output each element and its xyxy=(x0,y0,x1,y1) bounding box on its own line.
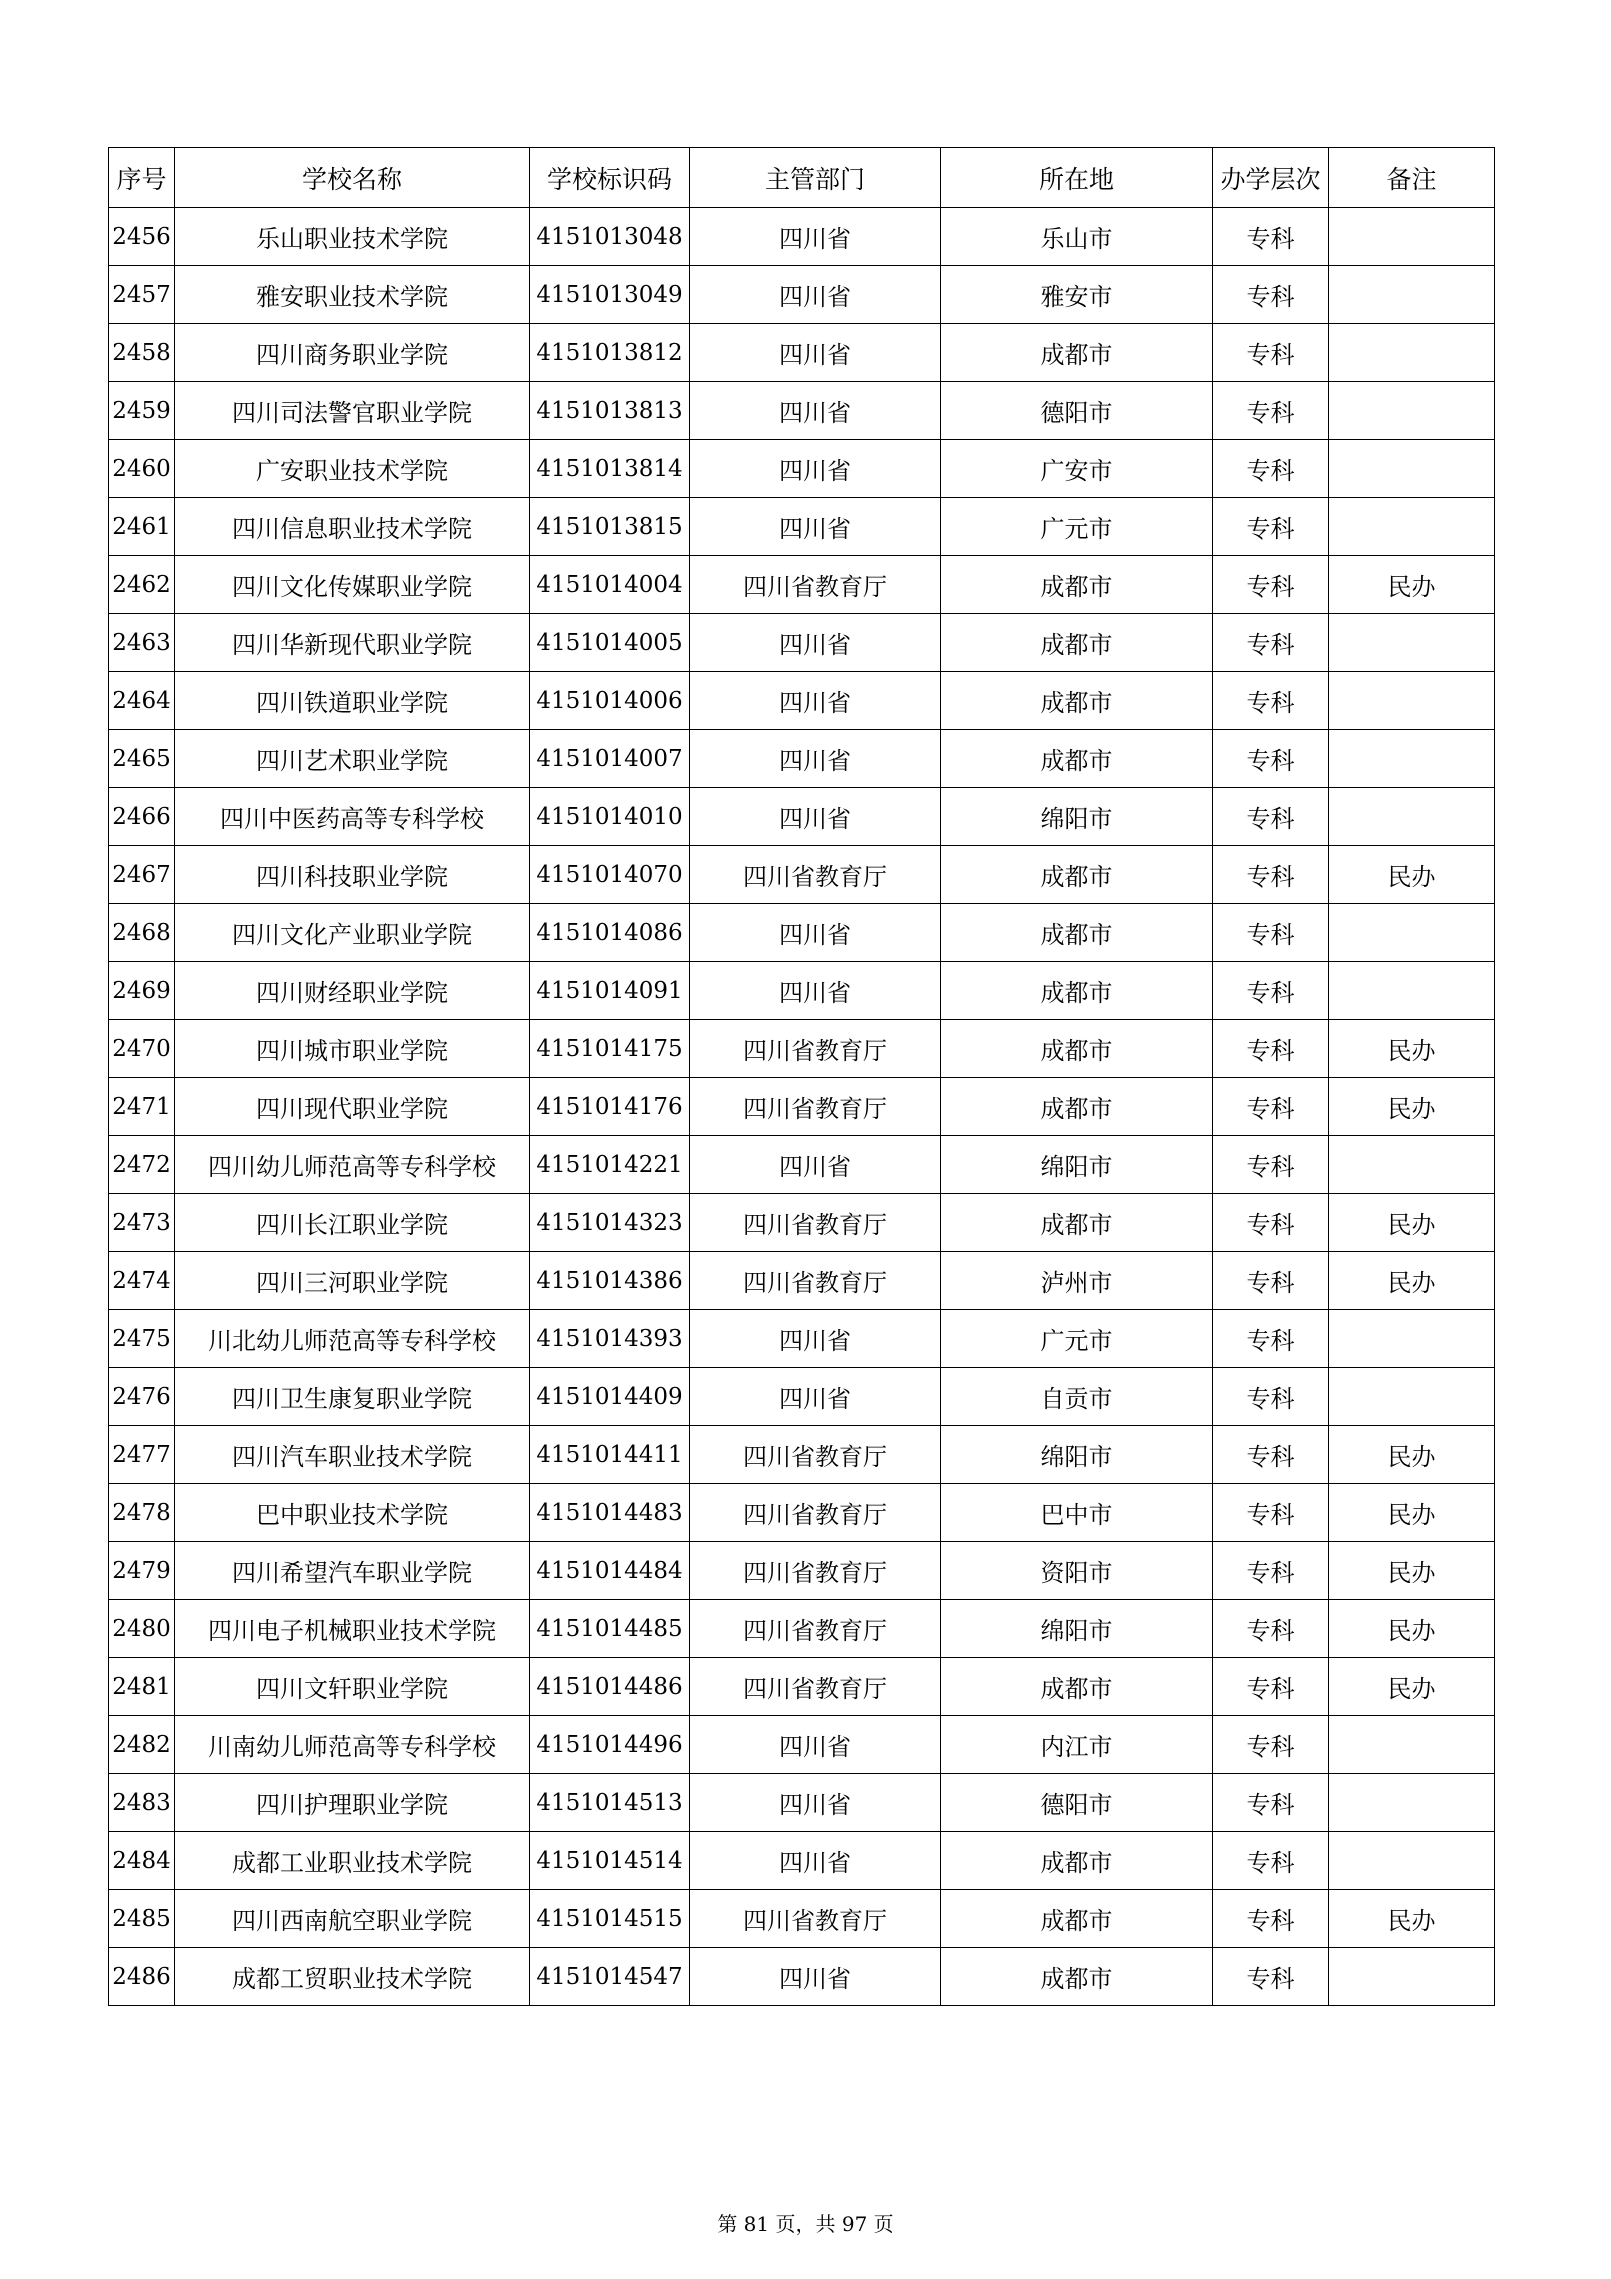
cell-level: 专科 xyxy=(1213,1716,1329,1774)
cell-school-name: 四川三河职业学院 xyxy=(175,1252,530,1310)
cell-level: 专科 xyxy=(1213,1542,1329,1600)
cell-seq: 2483 xyxy=(109,1774,175,1832)
cell-location: 成都市 xyxy=(941,614,1213,672)
cell-school-name: 四川城市职业学院 xyxy=(175,1020,530,1078)
table-row xyxy=(109,382,1495,440)
cell-school-name: 四川文化产业职业学院 xyxy=(175,904,530,962)
table-row xyxy=(109,498,1495,556)
school-list-table xyxy=(108,147,1495,2006)
cell-location: 成都市 xyxy=(941,1948,1213,2006)
table-row xyxy=(109,1542,1495,1600)
cell-level: 专科 xyxy=(1213,382,1329,440)
cell-location: 成都市 xyxy=(941,1832,1213,1890)
cell-seq: 2457 xyxy=(109,266,175,324)
cell-school-name: 四川铁道职业学院 xyxy=(175,672,530,730)
cell-school-name: 四川艺术职业学院 xyxy=(175,730,530,788)
cell-remarks xyxy=(1329,1832,1495,1890)
cell-school-name: 四川信息职业技术学院 xyxy=(175,498,530,556)
cell-level: 专科 xyxy=(1213,324,1329,382)
cell-location: 广元市 xyxy=(941,1310,1213,1368)
cell-school-code: 4151014483 xyxy=(530,1484,690,1542)
cell-level: 专科 xyxy=(1213,788,1329,846)
cell-department: 四川省教育厅 xyxy=(690,1426,941,1484)
cell-location: 资阳市 xyxy=(941,1542,1213,1600)
cell-school-code: 4151013812 xyxy=(530,324,690,382)
cell-remarks: 民办 xyxy=(1329,1252,1495,1310)
table-row xyxy=(109,1310,1495,1368)
table-row xyxy=(109,440,1495,498)
cell-school-name: 川南幼儿师范高等专科学校 xyxy=(175,1716,530,1774)
cell-school-name: 乐山职业技术学院 xyxy=(175,208,530,266)
cell-department: 四川省 xyxy=(690,266,941,324)
cell-remarks xyxy=(1329,730,1495,788)
cell-school-name: 广安职业技术学院 xyxy=(175,440,530,498)
cell-department: 四川省 xyxy=(690,324,941,382)
cell-remarks: 民办 xyxy=(1329,556,1495,614)
cell-school-code: 4151014091 xyxy=(530,962,690,1020)
cell-department: 四川省教育厅 xyxy=(690,846,941,904)
cell-seq: 2484 xyxy=(109,1832,175,1890)
cell-remarks xyxy=(1329,1774,1495,1832)
cell-location: 泸州市 xyxy=(941,1252,1213,1310)
cell-department: 四川省教育厅 xyxy=(690,1020,941,1078)
cell-seq: 2466 xyxy=(109,788,175,846)
table-row xyxy=(109,1252,1495,1310)
cell-school-code: 4151014176 xyxy=(530,1078,690,1136)
cell-department: 四川省 xyxy=(690,498,941,556)
cell-level: 专科 xyxy=(1213,1194,1329,1252)
cell-department: 四川省 xyxy=(690,1368,941,1426)
table-row xyxy=(109,1832,1495,1890)
cell-level: 专科 xyxy=(1213,1368,1329,1426)
cell-department: 四川省教育厅 xyxy=(690,1658,941,1716)
table-row xyxy=(109,788,1495,846)
table-row xyxy=(109,1716,1495,1774)
cell-remarks xyxy=(1329,1716,1495,1774)
cell-remarks: 民办 xyxy=(1329,1658,1495,1716)
header-school-code: 学校标识码 xyxy=(530,148,690,208)
cell-department: 四川省 xyxy=(690,904,941,962)
cell-remarks xyxy=(1329,1948,1495,2006)
cell-level: 专科 xyxy=(1213,962,1329,1020)
cell-school-code: 4151014514 xyxy=(530,1832,690,1890)
cell-level: 专科 xyxy=(1213,1600,1329,1658)
cell-school-code: 4151014175 xyxy=(530,1020,690,1078)
table-row xyxy=(109,672,1495,730)
cell-department: 四川省教育厅 xyxy=(690,1252,941,1310)
cell-school-code: 4151014086 xyxy=(530,904,690,962)
cell-school-name: 四川华新现代职业学院 xyxy=(175,614,530,672)
cell-seq: 2471 xyxy=(109,1078,175,1136)
table-row xyxy=(109,324,1495,382)
cell-seq: 2467 xyxy=(109,846,175,904)
cell-school-name: 四川西南航空职业学院 xyxy=(175,1890,530,1948)
cell-school-code: 4151014547 xyxy=(530,1948,690,2006)
cell-remarks: 民办 xyxy=(1329,1542,1495,1600)
cell-location: 自贡市 xyxy=(941,1368,1213,1426)
cell-school-name: 四川现代职业学院 xyxy=(175,1078,530,1136)
cell-seq: 2461 xyxy=(109,498,175,556)
cell-seq: 2478 xyxy=(109,1484,175,1542)
cell-location: 成都市 xyxy=(941,962,1213,1020)
cell-seq: 2479 xyxy=(109,1542,175,1600)
table-row xyxy=(109,1948,1495,2006)
cell-level: 专科 xyxy=(1213,846,1329,904)
cell-school-code: 4151014007 xyxy=(530,730,690,788)
cell-location: 广安市 xyxy=(941,440,1213,498)
cell-school-code: 4151014515 xyxy=(530,1890,690,1948)
cell-location: 成都市 xyxy=(941,846,1213,904)
cell-school-code: 4151014386 xyxy=(530,1252,690,1310)
cell-school-code: 4151014070 xyxy=(530,846,690,904)
cell-level: 专科 xyxy=(1213,1658,1329,1716)
cell-level: 专科 xyxy=(1213,904,1329,962)
cell-level: 专科 xyxy=(1213,1948,1329,2006)
cell-department: 四川省 xyxy=(690,962,941,1020)
table-row xyxy=(109,1658,1495,1716)
cell-school-code: 4151014485 xyxy=(530,1600,690,1658)
cell-remarks: 民办 xyxy=(1329,1484,1495,1542)
cell-school-name: 成都工业职业技术学院 xyxy=(175,1832,530,1890)
cell-location: 成都市 xyxy=(941,324,1213,382)
cell-remarks: 民办 xyxy=(1329,1890,1495,1948)
cell-department: 四川省教育厅 xyxy=(690,1078,941,1136)
table-row xyxy=(109,1194,1495,1252)
cell-seq: 2460 xyxy=(109,440,175,498)
cell-school-name: 四川希望汽车职业学院 xyxy=(175,1542,530,1600)
cell-seq: 2459 xyxy=(109,382,175,440)
cell-school-name: 巴中职业技术学院 xyxy=(175,1484,530,1542)
cell-remarks xyxy=(1329,904,1495,962)
cell-remarks xyxy=(1329,1310,1495,1368)
page-number-footer: 第 81 页，共 97 页 xyxy=(717,2212,894,2236)
cell-seq: 2476 xyxy=(109,1368,175,1426)
table-row xyxy=(109,904,1495,962)
cell-level: 专科 xyxy=(1213,730,1329,788)
cell-school-name: 四川商务职业学院 xyxy=(175,324,530,382)
cell-department: 四川省 xyxy=(690,440,941,498)
cell-remarks xyxy=(1329,324,1495,382)
cell-school-name: 四川科技职业学院 xyxy=(175,846,530,904)
cell-seq: 2470 xyxy=(109,1020,175,1078)
cell-level: 专科 xyxy=(1213,440,1329,498)
cell-seq: 2472 xyxy=(109,1136,175,1194)
table-row xyxy=(109,1426,1495,1484)
cell-school-name: 四川长江职业学院 xyxy=(175,1194,530,1252)
table-row xyxy=(109,208,1495,266)
cell-department: 四川省教育厅 xyxy=(690,1542,941,1600)
cell-location: 成都市 xyxy=(941,1658,1213,1716)
table-row xyxy=(109,1774,1495,1832)
cell-seq: 2465 xyxy=(109,730,175,788)
cell-level: 专科 xyxy=(1213,266,1329,324)
cell-seq: 2485 xyxy=(109,1890,175,1948)
cell-department: 四川省教育厅 xyxy=(690,556,941,614)
header-location: 所在地 xyxy=(941,148,1213,208)
table-row xyxy=(109,962,1495,1020)
cell-seq: 2458 xyxy=(109,324,175,382)
cell-seq: 2486 xyxy=(109,1948,175,2006)
table-row xyxy=(109,266,1495,324)
table-row xyxy=(109,1890,1495,1948)
cell-school-code: 4151014486 xyxy=(530,1658,690,1716)
cell-school-code: 4151013813 xyxy=(530,382,690,440)
cell-location: 成都市 xyxy=(941,1078,1213,1136)
cell-level: 专科 xyxy=(1213,1426,1329,1484)
cell-school-name: 川北幼儿师范高等专科学校 xyxy=(175,1310,530,1368)
cell-department: 四川省 xyxy=(690,788,941,846)
cell-school-code: 4151014411 xyxy=(530,1426,690,1484)
cell-school-code: 4151014005 xyxy=(530,614,690,672)
cell-location: 雅安市 xyxy=(941,266,1213,324)
cell-department: 四川省 xyxy=(690,208,941,266)
cell-school-code: 4151013814 xyxy=(530,440,690,498)
table-row xyxy=(109,556,1495,614)
cell-seq: 2464 xyxy=(109,672,175,730)
cell-remarks: 民办 xyxy=(1329,846,1495,904)
cell-department: 四川省教育厅 xyxy=(690,1484,941,1542)
cell-department: 四川省教育厅 xyxy=(690,1890,941,1948)
cell-department: 四川省教育厅 xyxy=(690,1600,941,1658)
cell-school-name: 成都工贸职业技术学院 xyxy=(175,1948,530,2006)
cell-remarks xyxy=(1329,672,1495,730)
cell-school-name: 四川财经职业学院 xyxy=(175,962,530,1020)
cell-school-code: 4151014484 xyxy=(530,1542,690,1600)
table-header-row xyxy=(109,148,1495,208)
cell-school-code: 4151013048 xyxy=(530,208,690,266)
cell-remarks: 民办 xyxy=(1329,1078,1495,1136)
cell-seq: 2477 xyxy=(109,1426,175,1484)
cell-remarks: 民办 xyxy=(1329,1426,1495,1484)
cell-school-code: 4151014010 xyxy=(530,788,690,846)
cell-location: 成都市 xyxy=(941,556,1213,614)
cell-department: 四川省 xyxy=(690,1716,941,1774)
cell-level: 专科 xyxy=(1213,556,1329,614)
cell-level: 专科 xyxy=(1213,1252,1329,1310)
cell-school-code: 4151014221 xyxy=(530,1136,690,1194)
cell-remarks: 民办 xyxy=(1329,1600,1495,1658)
table-row xyxy=(109,614,1495,672)
cell-location: 成都市 xyxy=(941,672,1213,730)
cell-location: 德阳市 xyxy=(941,1774,1213,1832)
cell-school-code: 4151013815 xyxy=(530,498,690,556)
cell-seq: 2475 xyxy=(109,1310,175,1368)
cell-level: 专科 xyxy=(1213,1774,1329,1832)
table-row xyxy=(109,1368,1495,1426)
cell-location: 成都市 xyxy=(941,904,1213,962)
cell-remarks: 民办 xyxy=(1329,1020,1495,1078)
cell-location: 成都市 xyxy=(941,730,1213,788)
cell-seq: 2481 xyxy=(109,1658,175,1716)
cell-level: 专科 xyxy=(1213,1832,1329,1890)
cell-school-name: 雅安职业技术学院 xyxy=(175,266,530,324)
cell-location: 广元市 xyxy=(941,498,1213,556)
cell-school-code: 4151014496 xyxy=(530,1716,690,1774)
header-level: 办学层次 xyxy=(1213,148,1329,208)
cell-level: 专科 xyxy=(1213,1136,1329,1194)
cell-location: 绵阳市 xyxy=(941,1426,1213,1484)
cell-level: 专科 xyxy=(1213,1020,1329,1078)
cell-school-name: 四川文化传媒职业学院 xyxy=(175,556,530,614)
cell-location: 乐山市 xyxy=(941,208,1213,266)
cell-school-name: 四川汽车职业技术学院 xyxy=(175,1426,530,1484)
table-row xyxy=(109,730,1495,788)
table-row xyxy=(109,1078,1495,1136)
cell-remarks xyxy=(1329,208,1495,266)
cell-seq: 2468 xyxy=(109,904,175,962)
cell-seq: 2482 xyxy=(109,1716,175,1774)
table-row xyxy=(109,846,1495,904)
cell-department: 四川省 xyxy=(690,672,941,730)
cell-remarks xyxy=(1329,440,1495,498)
cell-seq: 2473 xyxy=(109,1194,175,1252)
cell-remarks xyxy=(1329,382,1495,440)
header-department: 主管部门 xyxy=(690,148,941,208)
cell-school-code: 4151014004 xyxy=(530,556,690,614)
header-remarks: 备注 xyxy=(1329,148,1495,208)
cell-level: 专科 xyxy=(1213,208,1329,266)
cell-department: 四川省教育厅 xyxy=(690,1194,941,1252)
cell-department: 四川省 xyxy=(690,1774,941,1832)
cell-school-name: 四川幼儿师范高等专科学校 xyxy=(175,1136,530,1194)
cell-level: 专科 xyxy=(1213,672,1329,730)
table-row xyxy=(109,1600,1495,1658)
cell-level: 专科 xyxy=(1213,498,1329,556)
cell-school-name: 四川护理职业学院 xyxy=(175,1774,530,1832)
cell-department: 四川省 xyxy=(690,1310,941,1368)
header-seq: 序号 xyxy=(109,148,175,208)
cell-department: 四川省 xyxy=(690,382,941,440)
cell-school-code: 4151014409 xyxy=(530,1368,690,1426)
cell-school-name: 四川中医药高等专科学校 xyxy=(175,788,530,846)
cell-seq: 2463 xyxy=(109,614,175,672)
cell-seq: 2469 xyxy=(109,962,175,1020)
cell-remarks: 民办 xyxy=(1329,1194,1495,1252)
cell-remarks xyxy=(1329,614,1495,672)
header-school-name: 学校名称 xyxy=(175,148,530,208)
cell-school-name: 四川电子机械职业技术学院 xyxy=(175,1600,530,1658)
cell-location: 德阳市 xyxy=(941,382,1213,440)
cell-remarks xyxy=(1329,1136,1495,1194)
cell-school-name: 四川卫生康复职业学院 xyxy=(175,1368,530,1426)
cell-level: 专科 xyxy=(1213,1890,1329,1948)
cell-location: 成都市 xyxy=(941,1194,1213,1252)
cell-location: 绵阳市 xyxy=(941,1136,1213,1194)
cell-seq: 2456 xyxy=(109,208,175,266)
cell-location: 成都市 xyxy=(941,1890,1213,1948)
cell-school-code: 4151014513 xyxy=(530,1774,690,1832)
cell-location: 绵阳市 xyxy=(941,788,1213,846)
cell-remarks xyxy=(1329,962,1495,1020)
table-row xyxy=(109,1136,1495,1194)
cell-department: 四川省 xyxy=(690,1832,941,1890)
cell-location: 巴中市 xyxy=(941,1484,1213,1542)
cell-department: 四川省 xyxy=(690,1948,941,2006)
cell-location: 内江市 xyxy=(941,1716,1213,1774)
cell-department: 四川省 xyxy=(690,730,941,788)
table-body xyxy=(109,208,1495,2006)
cell-location: 成都市 xyxy=(941,1020,1213,1078)
cell-remarks xyxy=(1329,788,1495,846)
cell-level: 专科 xyxy=(1213,1078,1329,1136)
cell-remarks xyxy=(1329,1368,1495,1426)
cell-location: 绵阳市 xyxy=(941,1600,1213,1658)
table-row xyxy=(109,1020,1495,1078)
cell-remarks xyxy=(1329,266,1495,324)
cell-department: 四川省 xyxy=(690,614,941,672)
cell-school-code: 4151014393 xyxy=(530,1310,690,1368)
cell-seq: 2462 xyxy=(109,556,175,614)
cell-level: 专科 xyxy=(1213,614,1329,672)
cell-school-code: 4151014006 xyxy=(530,672,690,730)
cell-school-code: 4151014323 xyxy=(530,1194,690,1252)
table-row xyxy=(109,1484,1495,1542)
cell-seq: 2480 xyxy=(109,1600,175,1658)
cell-level: 专科 xyxy=(1213,1484,1329,1542)
cell-department: 四川省 xyxy=(690,1136,941,1194)
cell-level: 专科 xyxy=(1213,1310,1329,1368)
cell-remarks xyxy=(1329,498,1495,556)
cell-school-name: 四川司法警官职业学院 xyxy=(175,382,530,440)
cell-seq: 2474 xyxy=(109,1252,175,1310)
cell-school-name: 四川文轩职业学院 xyxy=(175,1658,530,1716)
cell-school-code: 4151013049 xyxy=(530,266,690,324)
